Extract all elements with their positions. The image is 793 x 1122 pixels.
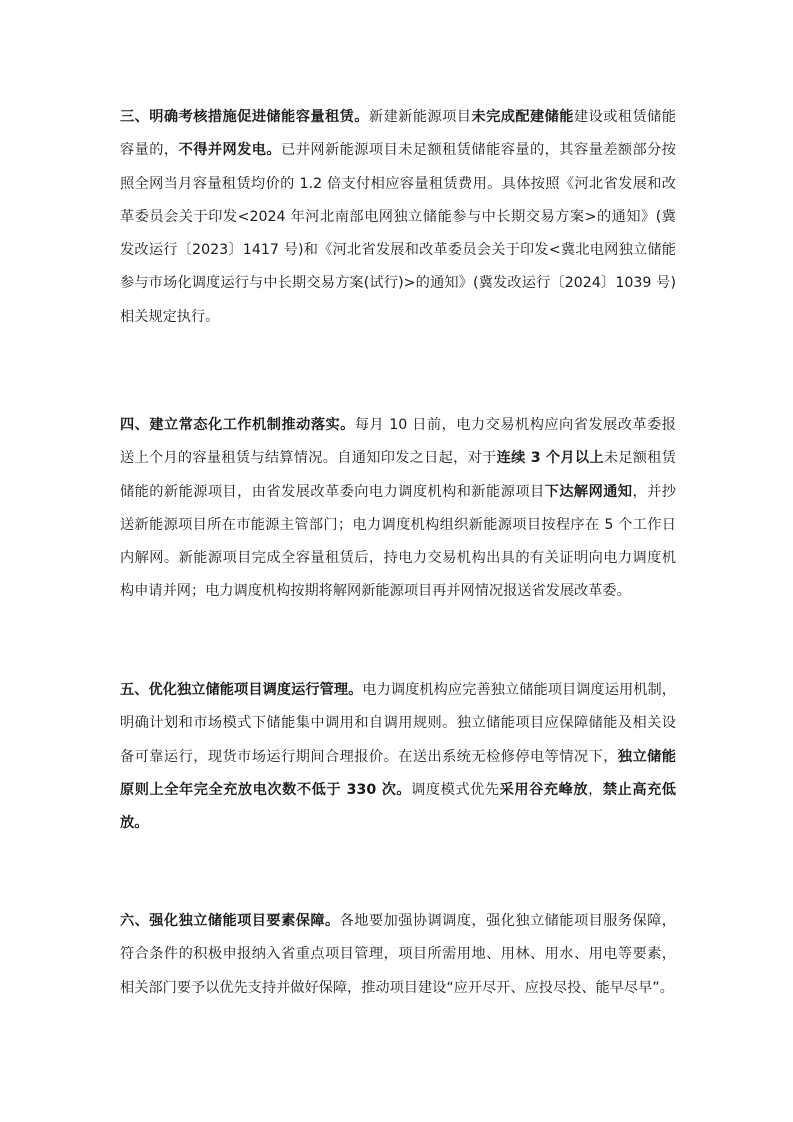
text-run: 明确计划和市场模式下储能集中调用和自调用规则。独立储能项目应保障储能及相关设 [120,715,676,732]
paragraph-line [120,267,676,300]
paragraph-line [120,101,676,134]
paragraph-line [120,807,676,840]
paragraph-line [120,741,676,774]
text-run: 内解网。新能源项目完成全容量租赁后，持电力交易机构出具的有关证明向电力调度机 [120,550,676,567]
section-heading: 五、优化独立储能项目调度运行管理。 [120,682,363,698]
text-run: 送新能源项目所在市能源主管部门；电力调度机构组织新能源项目按程序在 5 个工作日 [120,516,676,533]
text-run: 发改运行〔2023〕1417 号)和《河北省发展和改革委员会关于印发<冀北电网独立储能 [120,242,676,259]
paragraph-line [120,938,676,971]
section-5-paragraph [120,674,676,840]
paragraph-line [120,774,676,807]
text-run: 革委员会关于印发<2024 年河北南部电网独立储能参与中长期交易方案>的通知》(冀 [120,208,676,225]
text-run: 构申请并网；电力调度机构按期将解网新能源项目再并网情况报送省发展改革委。 [120,583,631,600]
text-run: 相关规定执行。 [120,308,220,325]
emphasis-text: 采用谷充峰放 [499,781,589,798]
paragraph-line [120,301,676,334]
paragraph-line [120,575,676,608]
paragraph-line [120,201,676,234]
paragraph-line [120,542,676,575]
emphasis-text: 禁止高充低 [602,781,676,798]
paragraph-line [120,972,676,1005]
paragraph-line [120,476,676,509]
text-run: 调度模式优先 [411,781,500,798]
section-3-paragraph [120,101,676,334]
emphasis-text: 放。 [120,815,149,832]
text-run: 备可靠运行，现货市场运行期间合理报价。在送出系统无检修停电等情况下， [120,748,618,765]
section-4-paragraph [120,409,676,609]
text-run: 相关部门要予以优先支持并做好保障，推动项目建设“应开尽开、应投尽投、能早尽早”。 [120,979,674,996]
section-heading: 六、强化独立储能项目要素保障。 [120,913,340,929]
emphasis-text: 下达解网通知 [544,483,633,500]
paragraph-line [120,707,676,740]
section-heading: 四、建立常态化工作机制推动落实。 [120,417,355,433]
paragraph-line [120,134,676,167]
text-run: 各地要加强协调调度，强化独立储能项目服务保障， [339,913,676,929]
text-run: ，并抄 [632,483,676,500]
paragraph-line [120,509,676,542]
emphasis-text: 未完成配建储能 [471,109,574,125]
emphasis-text: 独立储能 [617,748,676,765]
text-run: 符合条件的积极申报纳入省重点项目管理，项目所需用地、用林、用水、用电等要素， [120,946,676,963]
text-run: 建设或租赁储能 [573,109,676,125]
paragraph-line [120,234,676,267]
text-run: 储能的新能源项目，由省发展改革委向电力调度机构和新能源项目 [120,483,545,500]
emphasis-text: 连续 3 个月以上 [496,450,604,467]
text-run: 已并网新能源项目未足额租赁储能容量的，其容量差额部分按 [281,142,676,159]
paragraph-line [120,674,676,707]
emphasis-text: 原则上全年完全充放电次数不低于 330 次。 [120,781,412,798]
text-run: ， [588,781,603,798]
text-run: 新建新能源项目 [368,109,472,125]
text-run: 每月 10 日前，电力交易机构应向省发展改革委报 [354,417,676,433]
text-run: 照全网当月容量租赁均价的 1.2 倍支付相应容量租赁费用。具体按照《河北省发展和改 [120,175,676,192]
text-run: 电力调度机构应完善独立储能项目调度运用机制， [362,682,676,698]
section-heading: 三、明确考核措施促进储能容量租赁。 [120,109,369,125]
text-run: 未足额租赁 [603,450,676,467]
text-run: 参与市场化调度运行与中长期交易方案(试行)>的通知》(冀发改运行〔2024〕1039 号) [120,275,676,292]
section-6-paragraph [120,905,676,1005]
paragraph-line [120,905,676,938]
text-run: 送上个月的容量租赁与结算情况。自通知印发之日起，对于 [120,450,497,467]
text-run: 容量的， [120,142,179,159]
emphasis-text: 不得并网发电。 [178,142,282,159]
paragraph-line [120,442,676,475]
paragraph-line [120,168,676,201]
paragraph-line [120,409,676,442]
